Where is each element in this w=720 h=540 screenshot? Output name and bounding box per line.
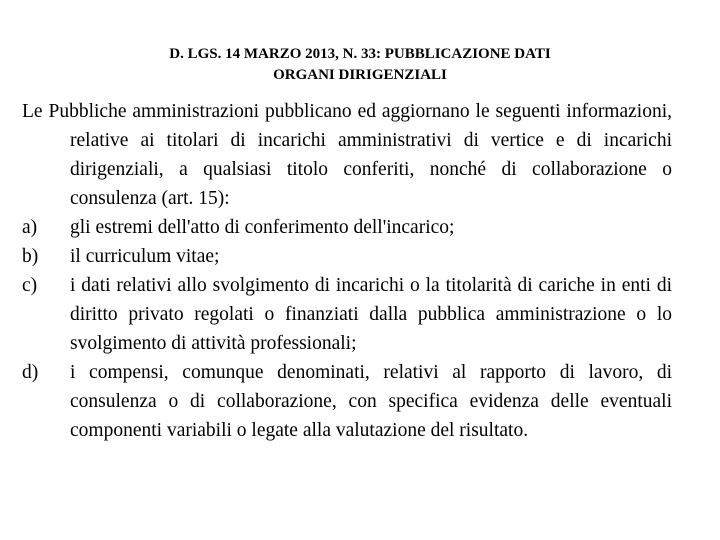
list-marker: d) [22, 362, 39, 383]
list-item-text: i dati relativi allo svolgimento di incarichi o la titolarità di cariche in enti di diritto privato regolati o finanziati dalla pubblica amministrazione o lo svolgimento di attività professionali; [70, 275, 672, 354]
list-item-text: il curriculum vitae; [70, 246, 220, 267]
list-marker: c) [22, 275, 38, 296]
title-line-2: ORGANI DIRIGENZIALI [273, 67, 447, 83]
list-item-b [22, 242, 672, 271]
list-item-a [22, 213, 672, 242]
list-item-d [22, 358, 672, 445]
body-text [22, 97, 672, 445]
list-item-text: i compensi, comunque denominati, relativi al rapporto di lavoro, di consulenza o di collaborazione, con specifica evidenza delle eventuali componenti variabili o legate alla valutazione del risultato. [70, 362, 672, 441]
list-item-text: gli estremi dell'atto di conferimento dell'incarico; [70, 217, 455, 238]
intro-paragraph: Le Pubbliche amministrazioni pubblicano ed aggiornano le seguenti informazioni, relative ai titolari di incarichi amministrativi di vertice e di incarichi dirigenziali, a qualsiasi titolo conferiti, nonché di collaborazione o consulenza (art. 15): [22, 101, 672, 209]
page-title [0, 44, 720, 86]
list-marker: b) [22, 246, 39, 267]
title-line-1: D. LGS. 14 MARZO 2013, N. 33: PUBBLICAZIONE DATI [169, 46, 551, 62]
list-item-c [22, 271, 672, 358]
list-marker: a) [22, 217, 38, 238]
